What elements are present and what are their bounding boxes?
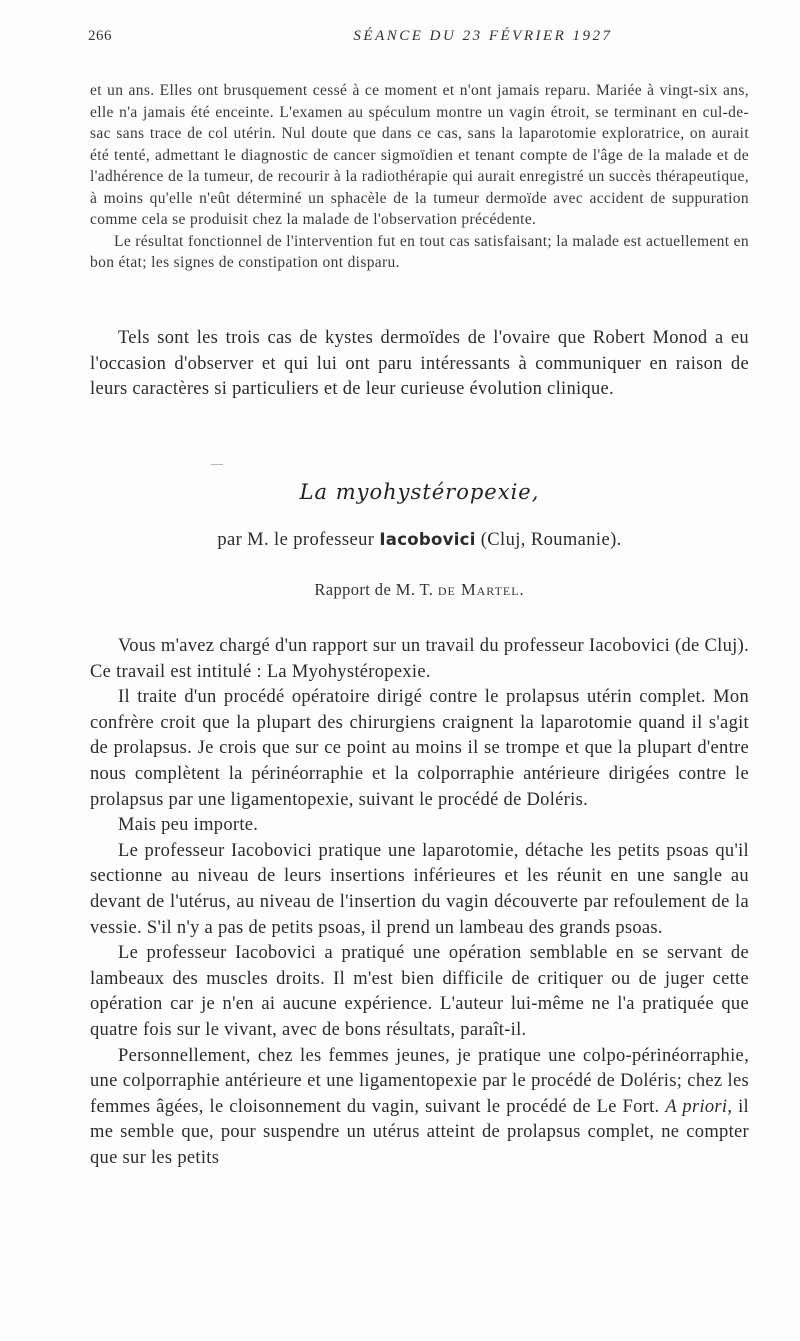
body-paragraph: Le professeur Iacobovici a pratiqué une opération semblable en se servant de lambeaux des muscles droits. Il m'est bien difficile de critiquer ou de juger cette opération car je n'en ai aucune expérience. L'auteur lui-même ne l'a pratiquée que quatre fois sur le vivant, avec de bons résultats, paraît-il. [90,943,749,1040]
body-paragraph: Il traite d'un procédé opératoire dirigé contre le prolapsus utérin complet. Mon confrère croit que la plupart des chirurgiens craignent la laparotomie quand il s'agit de prolapsus. Je crois que sur ce point au moins il se trompe et que la plupart d'entre nous complètent la périnéorraphie et la colporraphie antérieure dirigées contre le prolapsus par une ligamentopexie, suivant le procédé de Doléris. [90,687,749,810]
body-paragraph [90,1044,749,1172]
previous-case-text [90,80,749,274]
body-paragraph: Le professeur Iacobovici pratique une laparotomie, détache les petits psoas qu'il sectionne au niveau de leurs insertions inférieures et les réunit en une sangle au devant de l'utérus, au niveau de l'insertion du vagin découverte par refoulement de la vessie. S'il n'y a pas de petits psoas, il prend un lambeau des grands psoas. [90,840,749,938]
page-number: 266 [88,28,112,44]
report-attribution [90,580,749,600]
author-name: Iacobovici [379,530,476,549]
conclusion-paragraph: Tels sont les trois cas de kystes dermoïdes de l'ovaire que Robert Monod a eu l'occasion d'observer et qui lui ont paru intéressants à communiquer en raison de leurs caractères si particuliers et de leur curieuse évolution clinique. [90,328,749,400]
article-body [90,634,749,1171]
article-byline [90,530,749,551]
body-text: Personnellement, chez les femmes jeunes, je pratique une colpo-périnéorraphie, une colporraphie antérieure et une ligamentopexie par le procédé de Doléris; chez les femmes âgées, le cloisonnement du vagin, suivant le procédé de Le Fort. [90,1045,749,1117]
body-paragraph: Mais peu importe. [118,815,259,836]
body-text: , il me semble que, pour suspendre un utérus atteint de prolapsus complet, ne compter que sur les petits [90,1096,749,1168]
report-prefix: Rapport de M. T. [314,580,434,599]
reporter-name: de Martel. [437,580,525,599]
byline-suffix: (Cluj, Roumanie). [480,530,622,550]
section-divider [211,464,223,465]
body-paragraph: Vous m'avez chargé d'un rapport sur un travail du professeur Iacobovici (de Cluj). Ce travail est intitulé : La Myohystéropexie. [90,636,749,682]
previous-case-paragraph: et un ans. Elles ont brusquement cessé à ce moment et n'ont jamais reparu. Mariée à vingt-six ans, elle n'a jamais été enceinte. L'examen au spéculum montre un vagin étroit, se terminant en cul-de-sac sans trace de col utérin. Nul doute que dans ce cas, sans la laparotomie exploratrice, on aurait été tenté, admettant le diagnostic de cancer sigmoïdien et tenant compte de l'âge de la malade et de l'adhérence de la tumeur, de recourir à la radiothérapie qui aurait enregistré un succès thérapeutique, à moins qu'elle n'eût déterminé un sphacèle de la tumeur dermoïde avec accident de suppuration comme cela se produisit chez la malade de l'observation précédente. [90,82,749,228]
conclusion-section [90,326,749,403]
page-header [88,28,748,52]
running-title: SÉANCE DU 23 FÉVRIER 1927 [353,28,613,44]
article-title: La myohystéropexie, [299,480,540,504]
emphasis-text: A priori [665,1096,728,1117]
previous-case-paragraph: Le résultat fonctionnel de l'intervention fut en tout cas satisfaisant; la malade est actuellement en bon état; les signes de constipation ont disparu. [90,232,749,271]
byline-prefix: par M. le professeur [217,530,375,550]
